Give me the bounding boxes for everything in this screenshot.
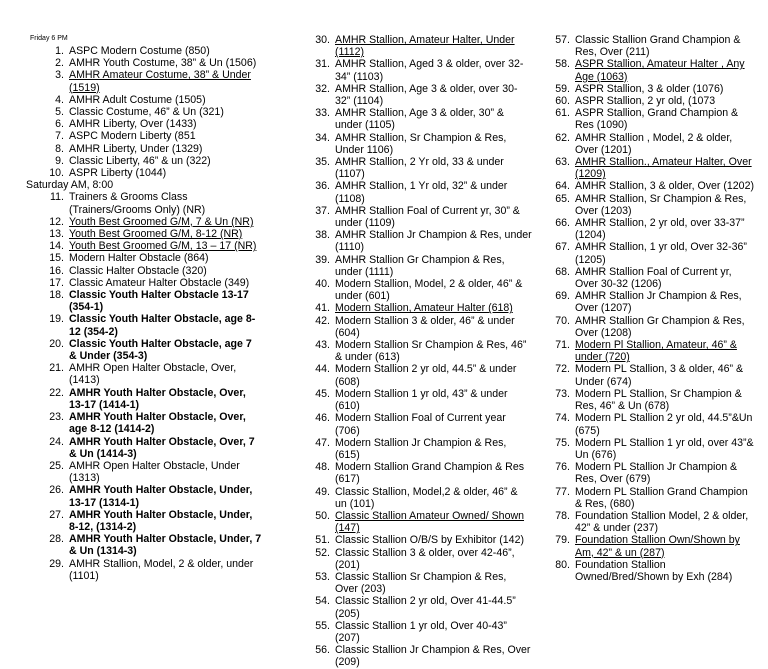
class-item (296, 83, 532, 107)
class-item (536, 510, 754, 534)
class-number: 29. (49, 557, 64, 570)
class-number: 9. (55, 154, 64, 167)
class-number: 57. (555, 34, 570, 46)
class-title: Classic Stallion 2 yr old, Over 41-44.5” (205) (335, 595, 516, 620)
class-title: Classic Stallion 1 yr old, Over 40-43” (207) (335, 619, 507, 644)
class-item (30, 106, 262, 118)
class-item (296, 534, 532, 546)
class-number: 19. (49, 313, 64, 326)
class-item (30, 265, 262, 277)
class-title: AMHR Stallion, Sr Champion & Res, Under 1106) (335, 131, 507, 156)
class-number: 17. (49, 276, 64, 289)
class-item (30, 69, 262, 93)
class-item (536, 266, 754, 290)
class-number: 52. (315, 546, 330, 559)
class-number: 43. (315, 339, 330, 352)
class-number: 31. (315, 58, 330, 71)
class-number: 15. (49, 252, 64, 265)
class-item (536, 217, 754, 241)
class-number: 74. (555, 412, 570, 425)
class-item (30, 484, 262, 508)
class-title: Modern PL Stallion Grand Champion & Res, (680) (575, 485, 748, 510)
class-item (296, 34, 532, 58)
class-number: 50. (315, 509, 330, 522)
class-number: 44. (315, 363, 330, 376)
class-title: Modern PL Stallion 2 yr old, 44.5”&Un (675) (575, 412, 753, 437)
class-number: 64. (555, 180, 570, 193)
class-number: 5. (55, 106, 64, 119)
class-number: 47. (315, 436, 330, 449)
class-title: Classic Stallion Sr Champion & Res, Over (203) (335, 570, 507, 596)
session-heading-saturday: Saturday AM, 8:00 (26, 179, 114, 192)
class-number: 65. (555, 192, 570, 205)
class-number: 13. (49, 228, 64, 241)
class-number: 28. (49, 533, 64, 546)
class-title: ASPR Stallion, Grand Champion & Res (1090) (575, 107, 739, 132)
class-title: Modern Halter Obstacle (864) (69, 252, 209, 265)
class-item (30, 191, 262, 215)
class-title: AMHR Youth Halter Obstacle, Under, 13-17 (1314-1) (69, 484, 253, 509)
class-item (296, 571, 532, 595)
class-title: AMHR Stallion, 1 yr old, Over 32-36” (1205) (575, 241, 747, 266)
class-number: 46. (315, 412, 330, 425)
class-title: Classic Stallion Jr Champion & Res, Over (209) (335, 644, 531, 669)
class-title: AMHR Amateur Costume, 38” & Under (1519) (69, 69, 251, 94)
class-number: 10. (49, 167, 64, 180)
class-number: 66. (555, 217, 570, 230)
class-item (296, 363, 532, 387)
class-number: 61. (555, 107, 570, 120)
class-number: 80. (555, 558, 570, 571)
class-number: 45. (315, 387, 330, 400)
class-item (30, 94, 262, 106)
class-item (296, 595, 532, 619)
class-item (536, 339, 754, 363)
class-item (536, 156, 754, 180)
class-title: ASPC Modern Liberty (851 (69, 130, 196, 143)
class-title: Modern Stallion Foal of Current year (706) (335, 412, 506, 437)
class-title: Modern Stallion, Amateur Halter (618) (335, 302, 513, 315)
class-number: 25. (49, 459, 64, 472)
class-item (296, 315, 532, 339)
class-title: AMHR Stallion, Model, 2 & older, under (1101) (69, 557, 254, 582)
class-item (30, 130, 262, 142)
class-item (536, 461, 754, 485)
class-title: AMHR Stallion Foal of Current yr, 30” & under (1109) (335, 204, 520, 230)
class-item (30, 533, 262, 557)
class-number: 48. (315, 461, 330, 474)
class-number: 42. (315, 314, 330, 327)
class-number: 37. (315, 204, 330, 217)
class-item (30, 57, 262, 69)
class-number: 23. (49, 411, 64, 424)
class-item (30, 460, 262, 484)
class-number: 78. (555, 509, 570, 522)
class-number: 55. (315, 619, 330, 632)
class-title: Modern PL Stallion, Sr Champion & Res, 46” & Un (678) (575, 387, 742, 413)
class-title: Youth Best Groomed G/M, 13 – 17 (NR) (69, 240, 257, 253)
class-title: Classic Amateur Halter Obstacle (349) (69, 276, 250, 289)
class-item (536, 83, 754, 95)
class-number: 32. (315, 82, 330, 95)
class-item (30, 338, 262, 362)
class-item (536, 412, 754, 436)
class-title: Modern Stallion 3 & older, 46” & under (604) (335, 314, 515, 339)
column-1 (26, 34, 262, 582)
class-item (30, 118, 262, 130)
class-item (296, 132, 532, 156)
class-number: 20. (49, 337, 64, 350)
class-number: 24. (49, 435, 64, 448)
class-item (30, 362, 262, 386)
class-item (296, 278, 532, 302)
class-item (296, 107, 532, 131)
class-title: AMHR Stallion, Age 3 & older, 30” & under (1105) (335, 107, 504, 132)
class-title: AMHR Youth Costume, 38” & Un (1506) (69, 57, 257, 70)
class-number: 60. (555, 95, 570, 108)
class-title: ASPR Liberty (1044) (69, 167, 167, 180)
class-item (30, 509, 262, 533)
class-title: Classic Liberty, 46” & un (322) (69, 154, 211, 167)
class-item (30, 167, 262, 179)
class-title: ASPR Stallion, Amateur Halter , Any Age (1063) (575, 58, 745, 83)
class-number: 40. (315, 278, 330, 291)
class-item (296, 156, 532, 180)
class-title: Foundation Stallion Own/Shown by Am, 42” & un (287) (575, 534, 740, 559)
class-title: AMHR Stallion, Amateur Halter, Under (1112) (335, 34, 515, 59)
class-number: 77. (555, 485, 570, 498)
class-title: Classic Youth Halter Obstacle 13-17 (354-1) (69, 289, 249, 314)
class-number: 34. (315, 131, 330, 144)
class-item (296, 620, 532, 644)
class-title: AMHR Youth Halter Obstacle, Over, 7 & Un (1414-3) (69, 435, 255, 460)
class-title: AMHR Youth Halter Obstacle, Under, 8-12, (1314-2) (69, 508, 253, 533)
class-item (536, 437, 754, 461)
class-number: 62. (555, 131, 570, 144)
class-item (296, 510, 532, 534)
class-number: 21. (49, 362, 64, 375)
class-title: AMHR Stallion, Age 3 & older, over 30-32” (1104) (335, 82, 518, 108)
class-title: AMHR Youth Halter Obstacle, Over, age 8-12 (1414-2) (69, 411, 246, 436)
class-item (536, 95, 754, 107)
class-number: 7. (55, 130, 64, 143)
class-number: 76. (555, 461, 570, 474)
class-number: 58. (555, 58, 570, 71)
class-item (30, 313, 262, 337)
class-title: Youth Best Groomed G/M, 7 & Un (NR) (69, 215, 254, 228)
class-title: Classic Stallion 3 & older, over 42-46”, (201) (335, 546, 515, 571)
class-title: AMHR Stallion, 1 Yr old, 32” & under (1108) (335, 180, 508, 205)
class-title: AMHR Stallion, 3 & older, Over (1202) (575, 180, 754, 193)
class-number: 36. (315, 180, 330, 193)
class-title: AMHR Open Halter Obstacle, Under (1313) (69, 459, 240, 485)
class-number: 56. (315, 644, 330, 657)
class-item (536, 193, 754, 217)
class-title: AMHR Stallion Gr Champion & Res, Over (1208) (575, 314, 745, 339)
class-item (296, 437, 532, 461)
class-title: Modern Pl Stallion, Amateur, 46” & under (720) (575, 339, 737, 364)
class-number: 12. (49, 215, 64, 228)
class-item (296, 302, 532, 314)
class-item (536, 132, 754, 156)
class-title: AMHR Stallion, Aged 3 & older, over 32-34” (1103) (335, 58, 524, 83)
class-number: 69. (555, 290, 570, 303)
class-number: 16. (49, 264, 64, 277)
class-title: ASPC Modern Costume (850) (69, 45, 210, 57)
column-2 (296, 34, 532, 669)
class-title: AMHR Stallion Foal of Current yr, Over 30-32 (1206) (575, 265, 732, 291)
class-number: 51. (315, 534, 330, 547)
class-number: 49. (315, 485, 330, 498)
class-title: AMHR Stallion., Amateur Halter, Over (1209) (575, 156, 752, 181)
class-number: 14. (49, 240, 64, 253)
class-item (296, 388, 532, 412)
class-item (536, 107, 754, 131)
class-number: 6. (55, 118, 64, 131)
class-item (536, 486, 754, 510)
class-title: Classic Costume, 46” & Un (321) (69, 106, 224, 119)
class-item (30, 228, 262, 240)
class-item (536, 315, 754, 339)
class-title: Classic Stallion Grand Champion & Res, Over (211) (575, 34, 741, 59)
class-title: ASPR Stallion, 2 yr old, (1073 (575, 95, 716, 108)
class-title: Modern Stallion, Model, 2 & older, 46” & under (601) (335, 278, 523, 303)
class-item (536, 180, 754, 192)
class-item (30, 45, 262, 57)
class-number: 27. (49, 508, 64, 521)
class-title: AMHR Stallion , Model, 2 & older, Over (1201) (575, 131, 733, 156)
class-title: Modern Stallion Jr Champion & Res, (615) (335, 436, 507, 461)
class-number: 54. (315, 595, 330, 608)
class-item (30, 387, 262, 411)
class-title: Modern Stallion 2 yr old, 44.5” & under (608) (335, 363, 517, 388)
class-number: 53. (315, 570, 330, 583)
class-title: AMHR Stallion, 2 yr old, over 33-37” (1204) (575, 217, 745, 242)
class-title: AMHR Liberty, Under (1329) (69, 142, 203, 155)
class-item (30, 558, 262, 582)
class-number: 71. (555, 339, 570, 352)
class-number: 41. (315, 302, 330, 315)
class-item (296, 461, 532, 485)
class-title: AMHR Stallion Jr Champion & Res, under (1110) (335, 229, 532, 254)
class-title: Modern Stallion Sr Champion & Res, 46” & under (613) (335, 339, 527, 364)
class-number: 18. (49, 289, 64, 302)
class-item (296, 205, 532, 229)
class-number: 72. (555, 363, 570, 376)
class-item (30, 411, 262, 435)
class-title: Modern Stallion 1 yr old, 43” & under (610) (335, 387, 508, 413)
class-number: 63. (555, 156, 570, 169)
class-number: 22. (49, 386, 64, 399)
class-title: AMHR Liberty, Over (1433) (69, 118, 197, 131)
class-title: AMHR Stallion, Sr Champion & Res, Over (1203) (575, 192, 747, 217)
class-number: 8. (55, 142, 64, 155)
class-item (296, 254, 532, 278)
class-title: AMHR Adult Costume (1505) (69, 93, 206, 106)
class-number: 26. (49, 484, 64, 497)
class-item (30, 252, 262, 264)
class-item (30, 143, 262, 155)
class-item (296, 229, 532, 253)
class-item (296, 180, 532, 204)
class-item (30, 155, 262, 167)
class-title: Classic Youth Halter Obstacle, age 8-12 (354-2) (69, 313, 256, 338)
class-title: AMHR Youth Halter Obstacle, Over, 13-17 (1414-1) (69, 386, 246, 411)
class-number: 11. (50, 191, 64, 204)
class-item (296, 644, 532, 668)
class-title: Classic Stallion, Model,2 & older, 46” & un (101) (335, 485, 518, 510)
class-number: 3. (55, 69, 64, 82)
class-number: 33. (315, 107, 330, 120)
class-number: 67. (555, 241, 570, 254)
class-item (30, 289, 262, 313)
class-item (30, 277, 262, 289)
class-item (536, 290, 754, 314)
class-number: 1. (55, 45, 64, 57)
class-item (536, 363, 754, 387)
class-title: ASPR Stallion, 3 & older (1076) (575, 82, 724, 95)
class-title: Foundation Stallion Model, 2 & older, 42” & under (237) (575, 509, 749, 535)
class-title: Foundation Stallion Owned/Bred/Shown by Exh (284) (575, 558, 733, 583)
class-number: 2. (55, 57, 64, 70)
class-item (536, 559, 754, 583)
class-item (536, 241, 754, 265)
class-item (296, 412, 532, 436)
class-number: 4. (55, 93, 64, 106)
column-3 (536, 34, 754, 583)
class-item (536, 58, 754, 82)
class-item (296, 58, 532, 82)
class-item (536, 388, 754, 412)
session-heading-friday: Friday 6 PM (30, 35, 68, 42)
class-title: Trainers & Grooms Class (Trainers/Grooms Only) (NR) (69, 191, 206, 216)
class-item (536, 34, 754, 58)
class-number: 59. (555, 82, 570, 95)
class-title: AMHR Stallion Gr Champion & Res, under (1111) (335, 253, 505, 278)
class-item (30, 240, 262, 252)
class-item (536, 534, 754, 558)
class-item (296, 547, 532, 571)
class-number: 70. (555, 314, 570, 327)
class-number: 73. (555, 387, 570, 400)
class-number: 38. (315, 229, 330, 242)
class-title: Modern Stallion Grand Champion & Res (617) (335, 461, 525, 486)
class-title: Modern PL Stallion, 3 & older, 46” & Under (674) (575, 363, 744, 388)
class-title: Classic Stallion O/B/S by Exhibitor (142) (335, 534, 524, 547)
class-number: 35. (315, 156, 330, 169)
class-number: 68. (555, 265, 570, 278)
class-title: AMHR Open Halter Obstacle, Over, (1413) (69, 362, 237, 387)
class-item (296, 486, 532, 510)
class-title: Modern PL Stallion Jr Champion & Res, Over (679) (575, 461, 738, 486)
class-title: Youth Best Groomed G/M, 8-12 (NR) (69, 228, 243, 241)
class-title: Classic Youth Halter Obstacle, age 7 & Under (354-3) (69, 337, 252, 363)
class-item (30, 216, 262, 228)
class-title: Classic Stallion Amateur Owned/ Shown (147) (335, 509, 525, 535)
class-number: 39. (315, 253, 330, 266)
class-number: 75. (555, 436, 570, 449)
class-number: 30. (315, 34, 330, 46)
class-title: AMHR Youth Halter Obstacle, Under, 7 & Un (1314-3) (69, 533, 262, 558)
class-item (30, 436, 262, 460)
class-title: Modern PL Stallion 1 yr old, over 43”& Un (676) (575, 436, 754, 461)
class-title: Classic Halter Obstacle (320) (69, 264, 207, 277)
class-title: AMHR Stallion Jr Champion & Res, Over (1207) (575, 290, 742, 315)
class-number: 79. (555, 534, 570, 547)
class-title: AMHR Stallion, 2 Yr old, 33 & under (1107) (335, 156, 504, 181)
class-item (296, 339, 532, 363)
